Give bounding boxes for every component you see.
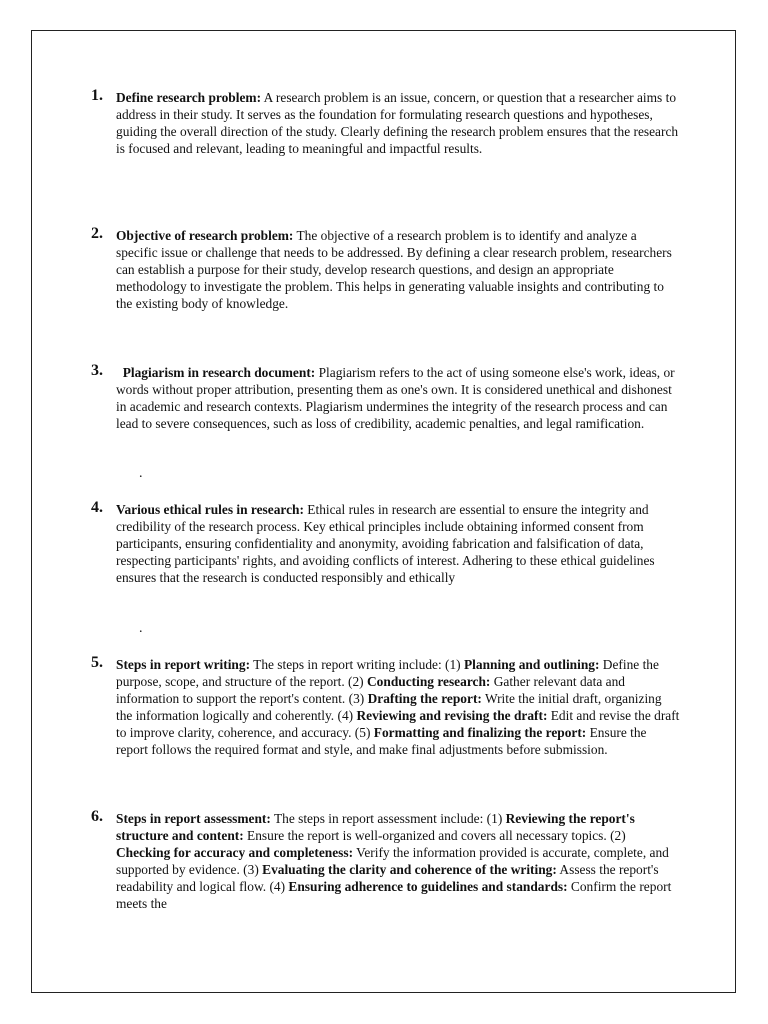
- bold-term: Planning and outlining:: [464, 657, 600, 672]
- body-text: Write the initial draft, organizing the information logically and coherently. (4): [116, 690, 662, 723]
- bold-term: Checking for accuracy and completeness:: [116, 844, 354, 860]
- body-text: Confirm the report meets the: [116, 878, 672, 911]
- item-paragraph: [116, 228, 681, 313]
- body-text: Gather relevant data and information to support the report's content. (3): [116, 673, 625, 706]
- bold-term: Various ethical rules in research:: [116, 502, 304, 517]
- list-item-4: [91, 499, 681, 587]
- body-text: Ensure the report is well-organized and covers all necessary topics. (2): [243, 827, 626, 843]
- separator-dot: .: [139, 466, 143, 481]
- item-paragraph: [116, 811, 681, 912]
- body-text: Assess the report's readability and logical flow. (4): [116, 861, 659, 894]
- list-item-2: [91, 225, 681, 313]
- item-paragraph: [116, 502, 681, 587]
- bold-term: Objective of research problem:: [116, 228, 294, 243]
- list-item-6: [91, 808, 681, 912]
- list-item-3: [91, 362, 681, 433]
- bold-term: Drafting the report:: [367, 690, 482, 706]
- bold-term: Evaluating the clarity and coherence of the writing:: [262, 861, 557, 877]
- list-item-1: [91, 87, 681, 158]
- bold-term: Reviewing the report's structure and content:: [116, 811, 635, 843]
- body-text: The steps in report writing include: (1): [250, 657, 464, 672]
- item-number: 6.: [91, 808, 103, 825]
- body-text: A research problem is an issue, concern, or question that a researcher aims to address in their study. It serves as the foundation for formulating research questions and hypotheses, guiding the overall direction of the study. Clearly defining the research problem ensures that the research is focused and relevant, leading to meaningful and impactful results.: [116, 90, 679, 156]
- body-text: Verify the information provided is accurate, complete, and supported by evidence. (3): [116, 844, 669, 877]
- item-paragraph: [116, 365, 681, 433]
- item-number: 1.: [91, 87, 103, 104]
- bold-term: Define research problem:: [116, 90, 262, 105]
- item-number: 4.: [91, 499, 103, 516]
- body-text: Plagiarism refers to the act of using someone else's work, ideas, or words without proper attribution, presenting them as one's own. It is considered unethical and dishonest in academic and research contexts. Plagiarism undermines the integrity of the research process and can lead to severe consequences, such as loss of credibility, academic penalties, and legal ramification.: [116, 365, 678, 431]
- item-number: 5.: [91, 654, 103, 671]
- item-paragraph: [116, 90, 681, 158]
- item-number: 2.: [91, 225, 103, 242]
- list-item-5: [91, 654, 681, 758]
- body-text: Edit and revise the draft to improve clarity, coherence, and accuracy. (5): [116, 707, 680, 740]
- body-text: Ensure the report follows the required format and style, and make final adjustments before submission.: [116, 724, 647, 757]
- bold-term: Formatting and finalizing the report:: [373, 724, 587, 740]
- body-text: The steps in report assessment include: (1): [270, 811, 506, 826]
- body-text: The objective of a research problem is to identify and analyze a specific issue or challenge that needs to be addressed. By defining a clear research problem, researchers can establish a purpose for their study, develop research questions, and design an appropriate methodology to investigate the problem. This helps in generating valuable insights and contributing to the existing body of knowledge.: [116, 228, 672, 311]
- bold-term: Plagiarism in research document:: [116, 365, 316, 380]
- body-text: Ethical rules in research are essential to ensure the integrity and credibility of the research process. Key ethical principles include obtaining informed consent from participants, ensuring confidentiality and anonymity, avoiding fabrication and falsification of data, respecting participants' rights, and avoiding conflicts of interest. Adhering to these ethical guidelines ensures that the research is conducted responsibly and ethically: [116, 502, 655, 585]
- bold-term: Conducting research:: [367, 673, 491, 689]
- bold-term: Steps in report assessment:: [116, 811, 271, 826]
- separator-dot: .: [139, 621, 143, 636]
- bold-term: Reviewing and revising the draft:: [356, 707, 548, 723]
- bold-term: Ensuring adherence to guidelines and standards:: [288, 878, 568, 894]
- bold-term: Steps in report writing:: [116, 657, 251, 672]
- item-paragraph: [116, 657, 681, 758]
- body-text: Define the purpose, scope, and structure of the report. (2): [116, 657, 659, 689]
- item-number: 3.: [91, 362, 103, 379]
